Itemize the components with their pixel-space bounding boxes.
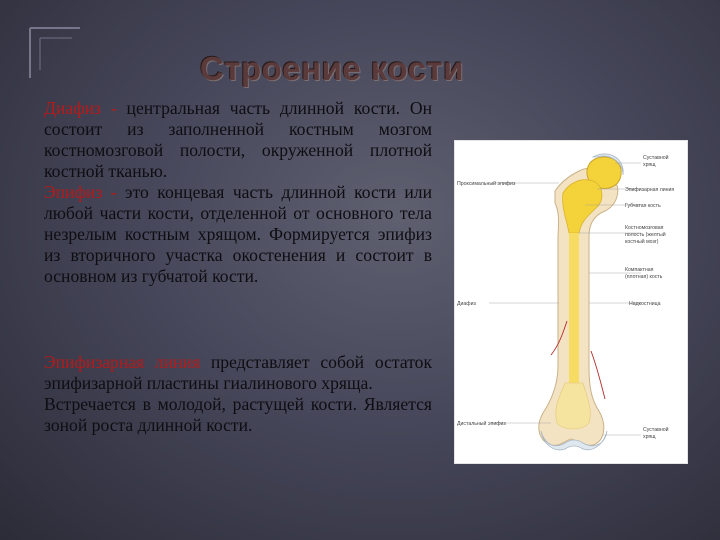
text-block-epiphyseal-line [44, 352, 432, 436]
label-compact-bone-1: Компактная [625, 267, 654, 273]
label-articular-cartilage-2: хрящ [643, 162, 656, 168]
paragraph-epiphyseal-line [44, 352, 432, 394]
term-diaphysis: Диафиз - [44, 98, 117, 118]
epiphysis-definition: это концевая часть длинной кости или любой части кости, отделенной от основного тела незрелым костным хрящом. Формируется эпифиз из вторичного участка окостенения и состоит в основном из губчатой кости. [44, 182, 433, 286]
label-proximal-epiphysis: Проксимальный эпифиз [457, 181, 516, 187]
femur-diagram [455, 141, 687, 463]
label-articular-cartilage-1: Суставной [643, 155, 669, 161]
label-articular-cartilage-bottom-2: хрящ [643, 434, 656, 440]
label-diaphysis: Диафиз [457, 301, 476, 307]
term-epiphysis: Эпифиз - [44, 182, 117, 202]
bone-structure-figure [454, 140, 688, 464]
slide-title: Строение кости [200, 50, 465, 87]
label-periosteum: Надкостница [629, 301, 661, 307]
growth-zone-text: Встречается в молодой, растущей кости. Является зоной роста длинной кости. [44, 394, 432, 435]
blood-vessel-2 [591, 351, 605, 399]
text-block-diaphysis-epiphysis [44, 98, 432, 287]
label-marrow-cavity-3: костный мозг) [625, 239, 659, 245]
term-epiphyseal-line: Эпифизарная линия [44, 352, 201, 372]
paragraph-growth-zone [44, 394, 432, 436]
label-articular-cartilage-bottom-1: Суставной [643, 427, 669, 433]
epiphyseal-line-definition: представляет собой остаток эпифизарной пластины гиалинового хряща. [44, 352, 432, 393]
label-spongy-bone: Губчатая кость [625, 203, 661, 209]
label-distal-epiphysis: Дистальный эпифиз [457, 421, 506, 427]
medullary-cavity [569, 233, 579, 383]
label-epiphyseal-line: Эпифизарная линия [625, 187, 675, 193]
diaphysis-definition: центральная часть длинной кости. Он состоит из заполненной костным мозгом костномозговой полости, окруженной плотной костной тканью. [44, 98, 433, 181]
label-marrow-cavity-2: полость (желтый [625, 232, 666, 238]
paragraph-epiphysis [44, 182, 432, 287]
label-marrow-cavity-1: Костномозговая [625, 225, 664, 231]
paragraph-diaphysis [44, 98, 432, 182]
label-compact-bone-2: (плотная) кость [625, 274, 663, 280]
